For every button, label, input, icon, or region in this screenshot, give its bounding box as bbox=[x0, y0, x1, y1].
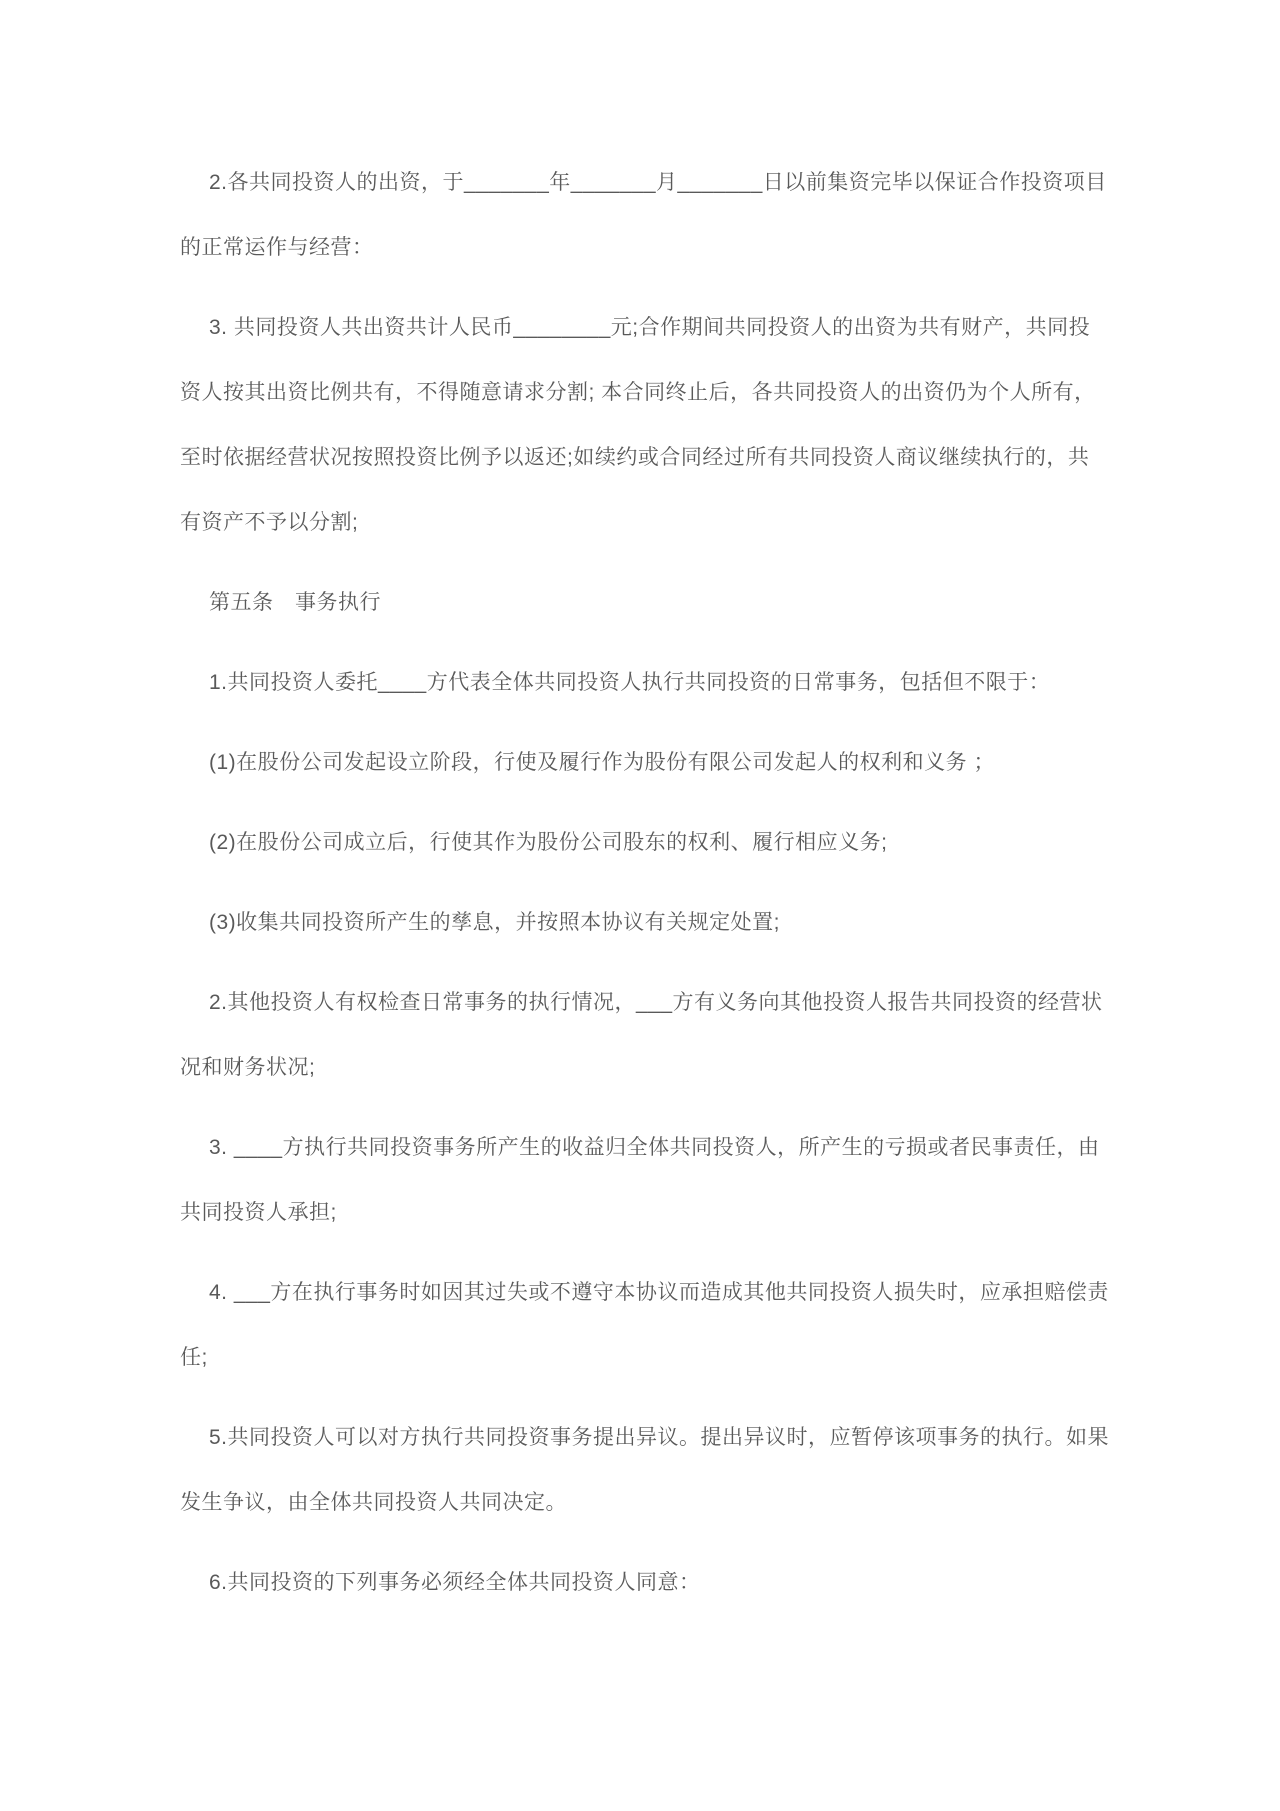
heading-article-5: 第五条 事务执行 bbox=[209, 591, 381, 614]
para-item-4-liability: 4. ___方在执行事务时如因其过失或不遵守本协议而造成其他共同投资人损失时，应承担赔偿责任; bbox=[180, 1281, 1109, 1369]
para-sub-2-shareholder-rights: (2)在股份公司成立后，行使其作为股份公司股东的权利、履行相应义务; bbox=[209, 831, 888, 854]
para-item-6-unanimous-consent: 6.共同投资的下列事务必须经全体共同投资人同意： bbox=[209, 1571, 701, 1594]
para-contribution-deadline: 2.各共同投资人的出资，于_______年_______月_______日以前集资完毕以保证合作投资项目的正常运作与经营： bbox=[180, 171, 1107, 259]
para-item-1-delegation: 1.共同投资人委托____方代表全体共同投资人执行共同投资的日常事务，包括但不限于： bbox=[209, 671, 1051, 694]
para-total-contribution: 3. 共同投资人共出资共计人民币________元;合作期间共同投资人的出资为共有财产，共同投资人按其出资比例共有，不得随意请求分割; 本合同终止后，各共同投资人的出资仍为个人所有，至时依据经营状况按照投资比例予以返还;如续约或合同经过所有共同投资人商议继续执行的，共有资产不予以分割; bbox=[180, 316, 1096, 534]
para-item-5-objection: 5.共同投资人可以对方执行共同投资事务提出异议。提出异议时，应暂停该项事务的执行。如果发生争议，由全体共同投资人共同决定。 bbox=[180, 1426, 1110, 1514]
para-sub-1-promoter-rights: (1)在股份公司发起设立阶段，行使及履行作为股份有限公司发起人的权利和义务 ； bbox=[209, 751, 995, 774]
para-item-2-inspection-right: 2.其他投资人有权检查日常事务的执行情况，___方有义务向其他投资人报告共同投资的经营状况和财务状况; bbox=[180, 991, 1103, 1079]
para-sub-3-collect-proceeds: (3)收集共同投资所产生的孳息，并按照本协议有关规定处置; bbox=[209, 911, 780, 934]
para-item-3-profit-loss: 3. ____方执行共同投资事务所产生的收益归全体共同投资人，所产生的亏损或者民事责任，由共同投资人承担; bbox=[180, 1136, 1100, 1224]
